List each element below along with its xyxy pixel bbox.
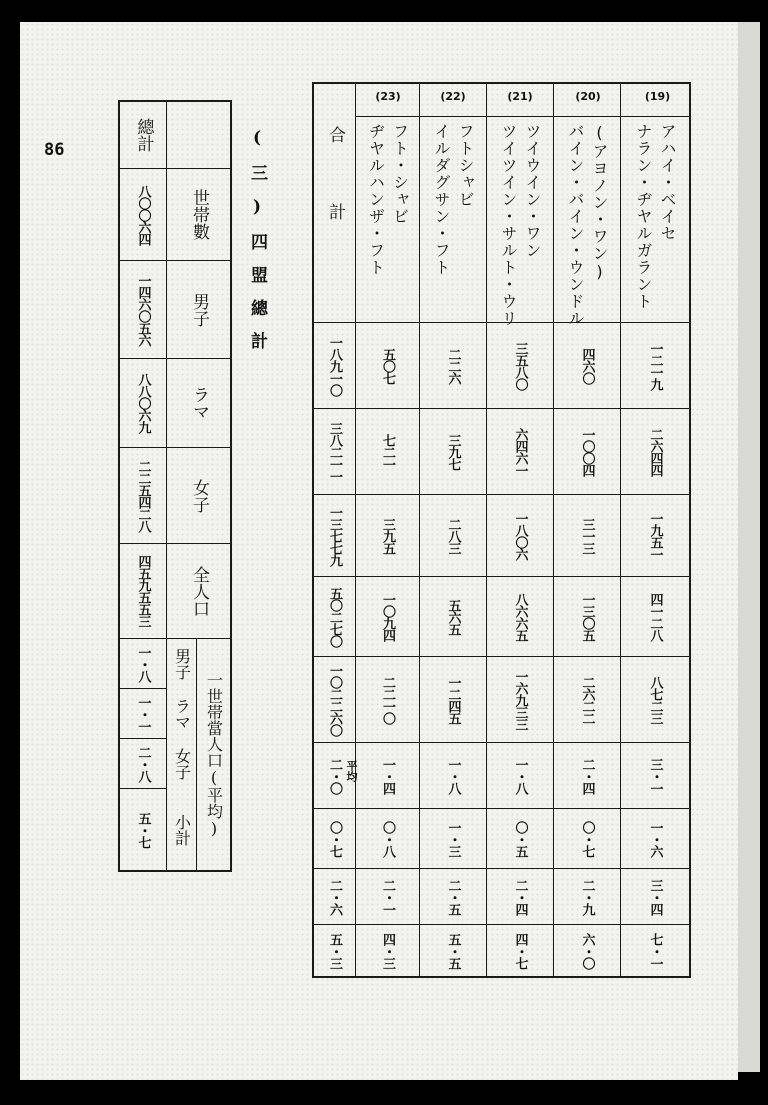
table-cell: 一〇二二六〇 [327, 663, 342, 736]
table-cell: 一〇〇四 [579, 427, 595, 476]
total-avg-subtotal: 五・七 [135, 811, 151, 848]
row-name-line: アハイ・ベイセ [658, 123, 677, 242]
table-cell: 八六六五 [512, 592, 528, 641]
table-cell: 一・三 [445, 820, 461, 857]
total-avg-female: 二・八 [135, 745, 151, 782]
table-cell: 三・一 [647, 757, 663, 794]
table-cell: 四・三 [380, 932, 395, 969]
header-avg-male: 男子 [172, 648, 192, 680]
table-cell: 二・〇 [327, 757, 342, 794]
table-cell: 二・六 [327, 878, 342, 915]
table-cell: 一二一九 [647, 341, 663, 390]
table-cell: 一・八 [445, 757, 461, 794]
table-cell: 五〇七 [380, 347, 395, 384]
table-cell: 一六九三三 [512, 669, 528, 730]
table-cell: 一三七七九 [327, 505, 342, 566]
total-row-label: 合計 [325, 126, 345, 280]
table-cell: 二・五 [445, 878, 461, 915]
table-cell: 〇・五 [512, 820, 528, 857]
summary-total-label: 總計 [133, 118, 154, 152]
table-cell: 一・六 [647, 820, 663, 857]
table-cell: 一八〇六 [512, 511, 528, 560]
header-per-household-average: 一世帯當人口(平均) [204, 672, 224, 838]
row-index: (22) [440, 90, 466, 103]
row-name-line: イルダグサン・フト [432, 123, 451, 276]
table-cell: 二六四四 [647, 427, 663, 476]
row-name-line: (アヨノン・ワン) [590, 123, 609, 282]
adjacent-page-edge [738, 22, 760, 1072]
row-name-line: バイン・バイン・ウンドル [566, 123, 585, 327]
table-cell: 〇・七 [579, 820, 595, 857]
row-name-line: ヂヤルハンザ・フト [366, 123, 386, 276]
table-cell: 六・〇 [579, 932, 595, 969]
header-households: 世帯數 [189, 189, 209, 240]
row-name-19 [621, 117, 689, 322]
row-name-21 [487, 117, 553, 327]
table-cell: 五・五 [445, 932, 461, 969]
total-avg-male: 一・八 [135, 646, 151, 682]
row-index: (21) [507, 90, 533, 103]
header-lamas: ラマ [189, 386, 209, 420]
row-name-line: フト・シャビ [390, 123, 410, 225]
table-cell: 二二六 [445, 347, 461, 384]
total-lamas: 八八〇六九 [135, 373, 151, 433]
table-cell: 一三〇五 [579, 592, 595, 641]
table-cell: 〇・八 [380, 820, 395, 857]
row-index: (20) [575, 90, 601, 103]
section-title: (三)四盟總計 [247, 128, 267, 365]
header-avg-lama: ラマ [172, 697, 192, 730]
page-number: 86 [44, 140, 65, 160]
table-cell: 三九五 [380, 517, 395, 554]
table-cell: 二六二二 [579, 675, 595, 724]
total-population: 四五九五五三 [135, 555, 151, 627]
row-name-23 [356, 117, 419, 322]
table-cell: 七・一 [647, 932, 663, 969]
table-cell: 二八三 [445, 517, 461, 554]
row-name-line: ツイツイン・サルト・ウリ [499, 123, 518, 327]
table-cell: 一・八 [512, 757, 528, 794]
total-households: 八〇〇六四 [135, 184, 151, 245]
table-cell: 四六〇 [579, 347, 595, 384]
table-cell: 一二四五 [445, 675, 461, 724]
header-avg-subtotal: 小計 [172, 813, 192, 846]
row-name-22 [420, 117, 486, 322]
table-cell: 二二一〇 [380, 675, 395, 724]
table-cell: 二・九 [579, 878, 595, 915]
table-cell: 六四六一 [512, 427, 528, 476]
table-cell: 一・四 [380, 757, 395, 794]
row-name-line: フトシャビ [456, 123, 475, 208]
table-cell: 三・四 [647, 878, 663, 915]
table-cell: 八七二三 [647, 675, 663, 724]
header-avg-female: 女子 [172, 747, 192, 780]
header-females: 女子 [189, 478, 209, 513]
total-males: 一四六〇五六 [135, 273, 151, 346]
table-cell: 五〇二七〇 [327, 586, 342, 647]
table-cell: 三九七 [445, 433, 461, 470]
row-index: (23) [375, 90, 401, 103]
table-cell: 五・三 [327, 932, 342, 969]
table-cell: 一八九一〇 [327, 335, 342, 396]
average-annotation: 平均 [345, 760, 358, 782]
table-cell: 〇・七 [327, 820, 342, 857]
table-cell: 四・七 [512, 932, 528, 969]
row-name-20 [554, 117, 620, 327]
row-name-line: ナラン・ヂヤルガラント [634, 123, 653, 310]
table-cell: 七二一 [380, 433, 395, 470]
header-males: 男子 [189, 292, 209, 327]
table-cell: 二・四 [579, 757, 595, 794]
total-avg-lama: 一・一 [135, 695, 151, 732]
table-cell: 三一三 [579, 517, 595, 554]
row-name-line: ツイウイン・ワン [523, 123, 542, 259]
table-cell: 四一二八 [647, 592, 663, 641]
header-total-population: 全人口 [189, 565, 209, 617]
table-cell: 三八二一一 [327, 421, 342, 482]
total-females: 二二五四二八 [135, 459, 151, 532]
row-index: (19) [644, 90, 671, 103]
table-cell: 三五八〇 [512, 341, 528, 390]
table-cell: 二・一 [380, 878, 395, 915]
table-cell: 一九五一 [647, 511, 663, 560]
table-cell: 二・四 [512, 878, 528, 915]
table-cell: 五六五 [445, 598, 461, 635]
table-cell: 一〇九四 [380, 592, 395, 641]
